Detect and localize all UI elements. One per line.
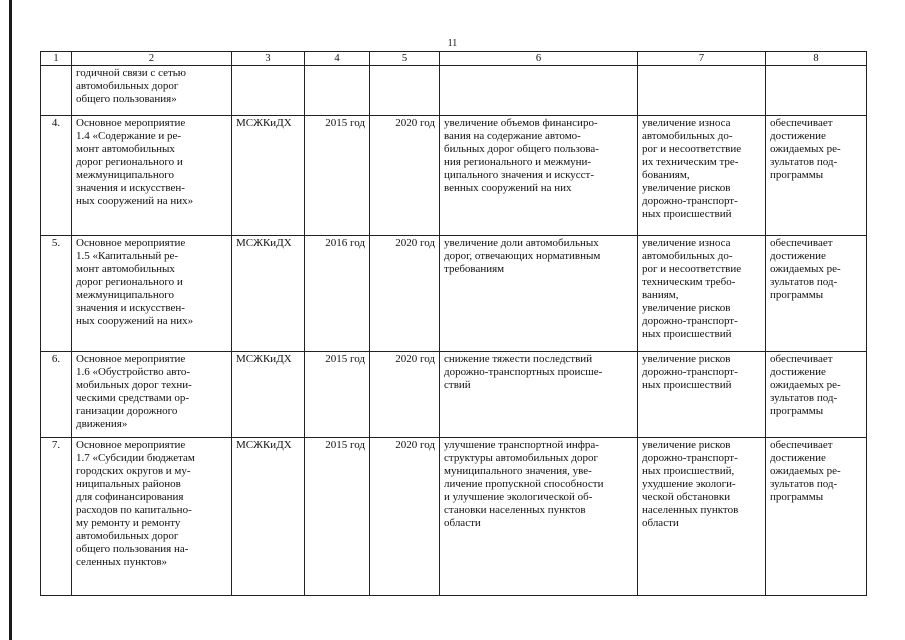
activity-cell: Основное мероприятие 1.7 «Субсидии бюджетам городских округов и му- ниципальных районов для софинансирования расходов по капитально- му ремонту и ремонту автомобильных дорог общего пользования на- селенных пунктов» <box>72 438 232 596</box>
executor-cell: МСЖКиДХ <box>232 438 305 596</box>
risk-cell: увеличение износа автомобильных до- рог и несоответствие их техническим тре- бованиям, увеличение рисков дорожно-транспорт- ных происшествий <box>638 116 766 236</box>
activity-cell: Основное мероприятие 1.5 «Капитальный ре- монт автомобильных дорог регионального и межмуниципального значения и искусствен- ных сооружений на них» <box>72 236 232 352</box>
executor-cell: МСЖКиДХ <box>232 352 305 438</box>
activities-table <box>40 51 867 596</box>
end-year-cell: 2020 год <box>370 352 440 438</box>
end-year-cell <box>370 66 440 116</box>
activity-cell: Основное мероприятие 1.4 «Содержание и ре- монт автомобильных дорог регионального и межмуниципального значения и искусствен- ных сооружений на них» <box>72 116 232 236</box>
table-row <box>41 352 867 438</box>
header-col-5: 5 <box>370 52 440 66</box>
consequence-cell: снижение тяжести последствий дорожно-транспортных происше- ствий <box>440 352 638 438</box>
consequence-cell: увеличение объемов финансиро- вания на содержание автомо- бильных дорог общего пользова- ния регионального и межмуни- ципального значения и искусст- венных сооружений на них <box>440 116 638 236</box>
row-number <box>41 66 72 116</box>
risk-cell: увеличение рисков дорожно-транспорт- ных происшествий, ухудшение экологи- ческой обстановки населенных пунктов области <box>638 438 766 596</box>
row-number: 5. <box>41 236 72 352</box>
link-cell: обеспечивает достижение ожидаемых ре- зультатов под- программы <box>766 236 867 352</box>
executor-cell <box>232 66 305 116</box>
link-cell: обеспечивает достижение ожидаемых ре- зультатов под- программы <box>766 352 867 438</box>
table-row <box>41 236 867 352</box>
table-row <box>41 66 867 116</box>
header-col-8: 8 <box>766 52 867 66</box>
header-col-1: 1 <box>41 52 72 66</box>
consequence-cell: улучшение транспортной инфра- структуры автомобильных дорог муниципального значения, уве- личение пропускной способности и улучшение экологической об- становки населенных пунктов области <box>440 438 638 596</box>
table-row <box>41 438 867 596</box>
table-row <box>41 116 867 236</box>
header-col-2: 2 <box>72 52 232 66</box>
end-year-cell: 2020 год <box>370 116 440 236</box>
scan-left-edge <box>9 0 12 640</box>
link-cell: обеспечивает достижение ожидаемых ре- зультатов под- программы <box>766 438 867 596</box>
executor-cell: МСЖКиДХ <box>232 116 305 236</box>
row-number: 6. <box>41 352 72 438</box>
start-year-cell: 2015 год <box>305 352 370 438</box>
consequence-cell: увеличение доли автомобильных дорог, отвечающих нормативным требованиям <box>440 236 638 352</box>
risk-cell <box>638 66 766 116</box>
risk-cell: увеличение рисков дорожно-транспорт- ных происшествий <box>638 352 766 438</box>
start-year-cell: 2016 год <box>305 236 370 352</box>
link-cell <box>766 66 867 116</box>
header-col-4: 4 <box>305 52 370 66</box>
row-number: 7. <box>41 438 72 596</box>
header-row <box>41 52 867 66</box>
end-year-cell: 2020 год <box>370 236 440 352</box>
link-cell: обеспечивает достижение ожидаемых ре- зультатов под- программы <box>766 116 867 236</box>
activity-cell: годичной связи с сетью автомобильных дорог общего пользования» <box>72 66 232 116</box>
executor-cell: МСЖКиДХ <box>232 236 305 352</box>
start-year-cell: 2015 год <box>305 116 370 236</box>
header-col-3: 3 <box>232 52 305 66</box>
page-number: 11 <box>447 38 458 49</box>
risk-cell: увеличение износа автомобильных до- рог и несоответствие техническим требо- ваниям, увеличение рисков дорожно-транспорт- ных происшествий <box>638 236 766 352</box>
start-year-cell <box>305 66 370 116</box>
start-year-cell: 2015 год <box>305 438 370 596</box>
consequence-cell <box>440 66 638 116</box>
end-year-cell: 2020 год <box>370 438 440 596</box>
header-col-7: 7 <box>638 52 766 66</box>
header-col-6: 6 <box>440 52 638 66</box>
activity-cell: Основное мероприятие 1.6 «Обустройство авто- мобильных дорог техни- ческими средствами ор- ганизации дорожного движения» <box>72 352 232 438</box>
row-number: 4. <box>41 116 72 236</box>
